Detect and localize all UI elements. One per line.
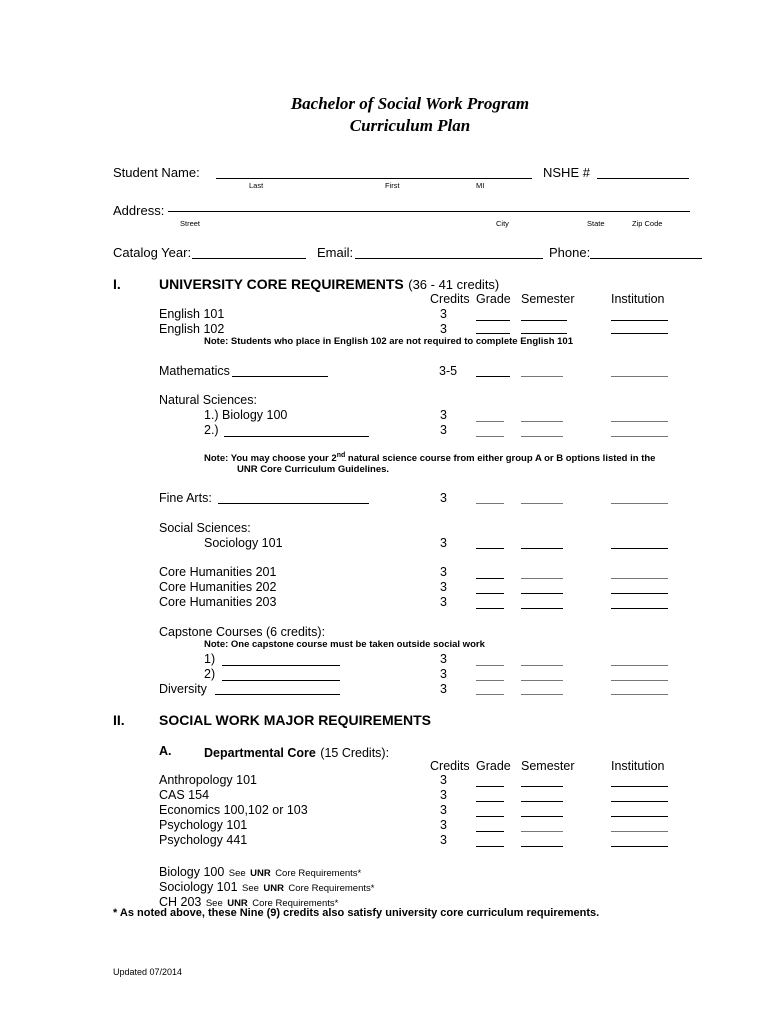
course-ch203: Core Humanities 203 [159, 595, 277, 609]
grade-field[interactable] [476, 421, 504, 422]
institution-field[interactable] [611, 801, 668, 802]
grade-field[interactable] [476, 593, 504, 594]
phone-field[interactable] [590, 258, 702, 259]
grade-field[interactable] [476, 694, 504, 695]
course-english101: English 101 [159, 307, 225, 321]
col-credits: Credits [430, 759, 470, 773]
institution-field[interactable] [611, 421, 668, 422]
section1-roman: I. [113, 276, 121, 292]
capstone-2-field[interactable] [222, 680, 340, 681]
semester-field[interactable] [521, 816, 563, 817]
credits-value: 3 [440, 833, 447, 847]
semester-field[interactable] [521, 608, 563, 609]
unr-text: UNR [263, 883, 284, 894]
semester-field[interactable] [521, 680, 563, 681]
document-title-line2: Curriculum Plan [349, 116, 471, 135]
section1-credits: (36 - 41 credits) [408, 277, 500, 292]
col-credits: Credits [430, 292, 470, 306]
grade-field[interactable] [476, 333, 510, 334]
see-text: See [241, 883, 259, 894]
credits-value: 3 [440, 803, 447, 817]
subsection-heading: Departmental Core [204, 746, 316, 760]
diversity-field[interactable] [215, 694, 340, 695]
institution-field[interactable] [611, 831, 668, 832]
course-english102: English 102 [159, 322, 225, 336]
credits-value: 3 [440, 595, 447, 609]
section2-heading: SOCIAL WORK MAJOR REQUIREMENTS [159, 712, 431, 728]
natural-science-note-line2: UNR Core Curriculum Guidelines. [237, 464, 390, 475]
institution-field[interactable] [611, 593, 668, 594]
capstone-2-label: 2) [204, 667, 216, 681]
course-biology100-note: Biology 100 [159, 865, 225, 879]
capstone-label: Capstone Courses (6 credits): [159, 625, 326, 639]
institution-field[interactable] [611, 376, 668, 377]
credits-value: 3 [440, 788, 447, 802]
credits-value: 3 [440, 322, 447, 336]
grade-field[interactable] [476, 376, 510, 377]
document-title-line1: Bachelor of Social Work Program [290, 94, 530, 113]
address-field[interactable] [168, 211, 690, 212]
state-caption: State [587, 219, 605, 228]
nshe-field[interactable] [597, 178, 689, 179]
capstone-1-field[interactable] [222, 665, 340, 666]
course-row: Psychology 441 [159, 833, 248, 847]
col-institution: Institution [611, 292, 665, 306]
social-sciences-label: Social Sciences: [159, 521, 251, 535]
semester-field[interactable] [521, 786, 563, 787]
grade-field[interactable] [476, 503, 504, 504]
grade-field[interactable] [476, 801, 504, 802]
fine-arts-field[interactable] [218, 503, 369, 504]
institution-field[interactable] [611, 608, 668, 609]
course-sociology101: Sociology 101 [204, 536, 283, 550]
natural-science-2-field[interactable] [224, 436, 369, 437]
course-mathematics: Mathematics [159, 364, 230, 378]
semester-field[interactable] [521, 846, 563, 847]
semester-field[interactable] [521, 578, 563, 579]
catalog-year-field[interactable] [192, 258, 306, 259]
phone-label: Phone: [549, 245, 591, 260]
institution-field[interactable] [611, 548, 668, 549]
capstone-1-label: 1) [204, 652, 216, 666]
course-ch203-note: CH 203 [159, 895, 202, 909]
first-caption: First [385, 181, 400, 190]
semester-field[interactable] [521, 831, 563, 832]
footnote: * As noted above, these Nine (9) credits also satisfy university core curriculum requirements. [113, 907, 600, 919]
credits-value: 3 [440, 580, 447, 594]
semester-field[interactable] [521, 665, 563, 666]
credits-value: 3 [440, 423, 447, 437]
institution-field[interactable] [611, 333, 668, 334]
semester-field[interactable] [521, 801, 563, 802]
course-row: Anthropology 101 [159, 773, 257, 787]
credits-value: 3 [440, 682, 447, 696]
col-institution: Institution [611, 759, 665, 773]
zip-caption: Zip Code [632, 219, 663, 228]
ns-note-part1: Note: You may choose your 2 [204, 453, 337, 465]
institution-field[interactable] [611, 694, 668, 695]
institution-field[interactable] [611, 665, 668, 666]
mi-caption: MI [476, 181, 485, 190]
semester-field[interactable] [521, 436, 563, 437]
credits-value: 3 [440, 818, 447, 832]
grade-field[interactable] [476, 665, 504, 666]
credits-value: 3 [440, 536, 447, 550]
col-semester: Semester [521, 292, 575, 306]
course-sociology101-note: Sociology 101 [159, 880, 238, 894]
updated-date: Updated 07/2014 [113, 967, 183, 977]
col-semester: Semester [521, 759, 575, 773]
credits-value: 3 [440, 667, 447, 681]
street-caption: Street [180, 219, 201, 228]
credits-value: 3 [440, 307, 447, 321]
institution-field[interactable] [611, 786, 668, 787]
course-row: CAS 154 [159, 788, 210, 802]
core-req-text: Core Requirements* [288, 883, 375, 894]
course-row: Economics 100,102 or 103 [159, 803, 308, 817]
semester-field[interactable] [521, 694, 563, 695]
grade-field[interactable] [476, 436, 504, 437]
student-name-label: Student Name: [113, 165, 200, 180]
semester-field[interactable] [521, 548, 563, 549]
semester-field[interactable] [521, 593, 563, 594]
see-text: See [205, 898, 223, 909]
fine-arts-label: Fine Arts: [159, 491, 212, 505]
course-biology100: 1.) Biology 100 [204, 408, 288, 422]
grade-field[interactable] [476, 548, 504, 549]
unr-text: UNR [227, 898, 248, 909]
capstone-note: Note: One capstone course must be taken outside social work [204, 639, 485, 650]
col-grade: Grade [476, 292, 511, 306]
grade-field[interactable] [476, 578, 504, 579]
col-grade: Grade [476, 759, 511, 773]
credits-value: 3 [440, 565, 447, 579]
core-req-text: Core Requirements* [275, 868, 362, 879]
natural-science-note [204, 452, 655, 464]
grade-field[interactable] [476, 608, 504, 609]
diversity-label: Diversity [159, 682, 207, 696]
section2-roman: II. [113, 712, 125, 728]
semester-field[interactable] [521, 503, 563, 504]
institution-field[interactable] [611, 503, 668, 504]
address-label: Address: [113, 203, 165, 218]
nshe-label: NSHE # [543, 165, 590, 180]
credits-value: 3 [440, 773, 447, 787]
credits-value: 3 [440, 408, 447, 422]
ns-note-part2: natural science course from either group A or B options listed in the [345, 453, 656, 465]
credits-value: 3 [440, 652, 447, 666]
subsection-credits: (15 Credits): [320, 746, 390, 760]
grade-field[interactable] [476, 831, 504, 832]
city-caption: City [496, 219, 509, 228]
natural-sciences-label: Natural Sciences: [159, 393, 257, 407]
unr-text: UNR [250, 868, 271, 879]
student-name-field[interactable] [216, 178, 532, 179]
institution-field[interactable] [611, 320, 668, 321]
course-ch201: Core Humanities 201 [159, 565, 277, 579]
course-row: Psychology 101 [159, 818, 248, 832]
semester-field[interactable] [521, 333, 567, 334]
email-label: Email: [317, 245, 354, 260]
core-req-text: Core Requirements* [252, 898, 339, 909]
math-credits: 3-5 [439, 364, 458, 378]
grade-field[interactable] [476, 816, 504, 817]
credits-value: 3 [440, 491, 447, 505]
email-field[interactable] [355, 258, 543, 259]
grade-field[interactable] [476, 786, 504, 787]
subsection-letter: A. [159, 744, 172, 758]
natural-science-2-label: 2.) [204, 423, 219, 437]
see-text: See [228, 868, 246, 879]
section1-heading: UNIVERSITY CORE REQUIREMENTS [159, 276, 404, 292]
institution-field[interactable] [611, 846, 668, 847]
grade-field[interactable] [476, 320, 510, 321]
institution-field[interactable] [611, 816, 668, 817]
grade-field[interactable] [476, 680, 504, 681]
last-caption: Last [249, 181, 264, 190]
semester-field[interactable] [521, 421, 563, 422]
grade-field[interactable] [476, 846, 504, 847]
institution-field[interactable] [611, 578, 668, 579]
institution-field[interactable] [611, 436, 668, 437]
english-note: Note: Students who place in English 102 are not required to complete English 101 [204, 336, 573, 347]
ns-note-sup: nd [336, 452, 346, 459]
catalog-year-label: Catalog Year: [113, 245, 192, 260]
semester-field[interactable] [521, 376, 563, 377]
semester-field[interactable] [521, 320, 567, 321]
mathematics-course-field[interactable] [232, 376, 328, 377]
subsection-heading-row [204, 744, 389, 762]
institution-field[interactable] [611, 680, 668, 681]
course-ch202: Core Humanities 202 [159, 580, 277, 594]
